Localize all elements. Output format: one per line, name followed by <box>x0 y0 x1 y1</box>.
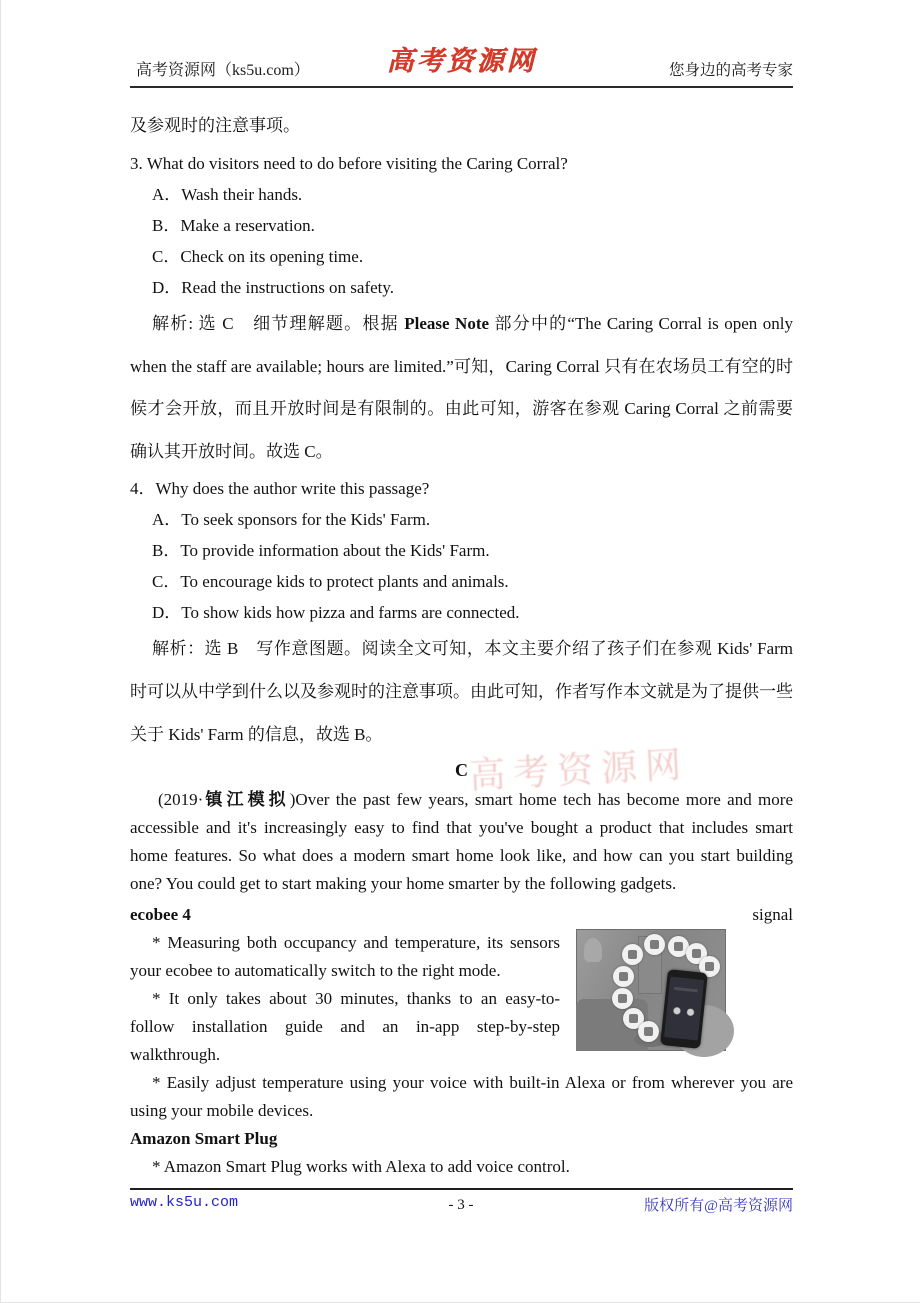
question-3-option-a: A．Wash their hands. <box>152 185 303 204</box>
intro-text: )Over the past few years, smart home tech has become more and more accessible and it's increasingly easy to find that you've bought a product that includes smart home features. So what does a modern smart home look like, and how can you start building one? You could get to start making your home smarter by the following gadgets. <box>130 790 793 894</box>
question-4-option-d: D．To show kids how pizza and farms are connected. <box>152 603 520 623</box>
watermark-stamp: 高考资源网 <box>468 744 691 797</box>
amazon-bullet-1: * Amazon Smart Plug works with Alexa to add voice control. <box>152 1157 570 1177</box>
question-4-analysis: 解析：选 B 写作意图题。阅读全文可知，本文主要介绍了孩子们在参观 Kids' Farm 时可以从中学到什么以及参观时的注意事项。由此可知，作者写作本文就是为了提供一些关于 Kids' Farm 的信息，故选 B。 <box>130 639 793 744</box>
question-3-analysis <box>130 303 793 473</box>
smart-home-photo <box>576 929 726 1051</box>
ecobee-bullet-3: * Easily adjust temperature using your voice with built-in Alexa or from wherever you are using your mobile devices. <box>130 1073 793 1121</box>
footer-site-link[interactable]: www.ks5u.com <box>130 1194 239 1211</box>
ecobee-section <box>130 901 793 1125</box>
device-icon <box>638 1021 659 1042</box>
bullet-text: * Measuring both occupancy and temperature, its sensors <box>152 933 560 953</box>
intro-text: (2019· <box>158 790 204 810</box>
ecobee-bullet-1 <box>130 929 560 985</box>
analysis-text: 部分中的“The Caring Corral is open only when the staff are available; hours are limited.”可知，Caring Corral 只有在农场员工有空的时候才会开放，而且开放时间是有限制的。由此可知，游客在参观 Caring Corral 之前需要确认其开放时间。故选 C。 <box>130 314 793 461</box>
device-icon <box>612 988 633 1009</box>
analysis-text: 解析: 选 C 细节理解题。根据 <box>152 314 405 333</box>
site-name: 高考资源网（ks5u.com） <box>136 62 310 79</box>
question-3-option-d: D．Read the instructions on safety. <box>152 278 395 297</box>
amazon-section <box>130 1125 793 1181</box>
question-3-option-b: B．Make a reservation. <box>152 216 315 235</box>
analysis-bold-phrase: Please Note <box>404 314 490 333</box>
passage-c-label: C <box>455 760 468 781</box>
question-4-option-c: C．To encourage kids to protect plants and animals. <box>152 572 509 592</box>
question-3-option-c: C．Check on its opening time. <box>152 247 364 266</box>
question-4-stem: 4．Why does the author write this passage? <box>130 479 430 499</box>
ks5u-logo: 高考资源网 <box>386 46 537 76</box>
phone-app-screen <box>664 977 704 1041</box>
question-3-block <box>130 148 793 473</box>
device-icon <box>613 966 634 987</box>
amazon-heading: Amazon Smart Plug <box>130 1129 278 1149</box>
ecobee-bullet-2: * It only takes about 30 minutes, thanks to an easy-to-follow installation guide and an in-app step-by-step walkthrough. <box>130 989 560 1065</box>
question-4-option-a: A．To seek sponsors for the Kids' Farm. <box>152 510 431 530</box>
device-icon <box>644 934 665 955</box>
site-slogan: 您身边的高考专家 <box>668 62 793 79</box>
question-3-stem: 3. What do visitors need to do before visiting the Caring Corral? <box>130 154 568 173</box>
device-icon <box>622 944 643 965</box>
page-header <box>130 0 793 88</box>
source-tag: 镇江模拟 <box>203 790 290 810</box>
ecobee-heading: ecobee 4 <box>130 905 191 925</box>
lamp-graphic <box>584 938 602 962</box>
wrapped-word: signal <box>752 905 793 925</box>
footer-copyright-link[interactable]: 版权所有@高考资源网 <box>644 1198 793 1214</box>
question-4-block <box>130 473 793 756</box>
bullet-text: your ecobee to automatically switch to the right mode. <box>130 961 501 981</box>
passage-c-intro <box>130 786 793 898</box>
document-body <box>130 88 793 1181</box>
smartphone-graphic <box>660 969 708 1049</box>
page-number: - 3 - <box>448 1197 474 1213</box>
carryover-text: 及参观时的注意事项。 <box>130 116 300 136</box>
question-4-option-b: B．To provide information about the Kids' Farm. <box>152 541 490 561</box>
